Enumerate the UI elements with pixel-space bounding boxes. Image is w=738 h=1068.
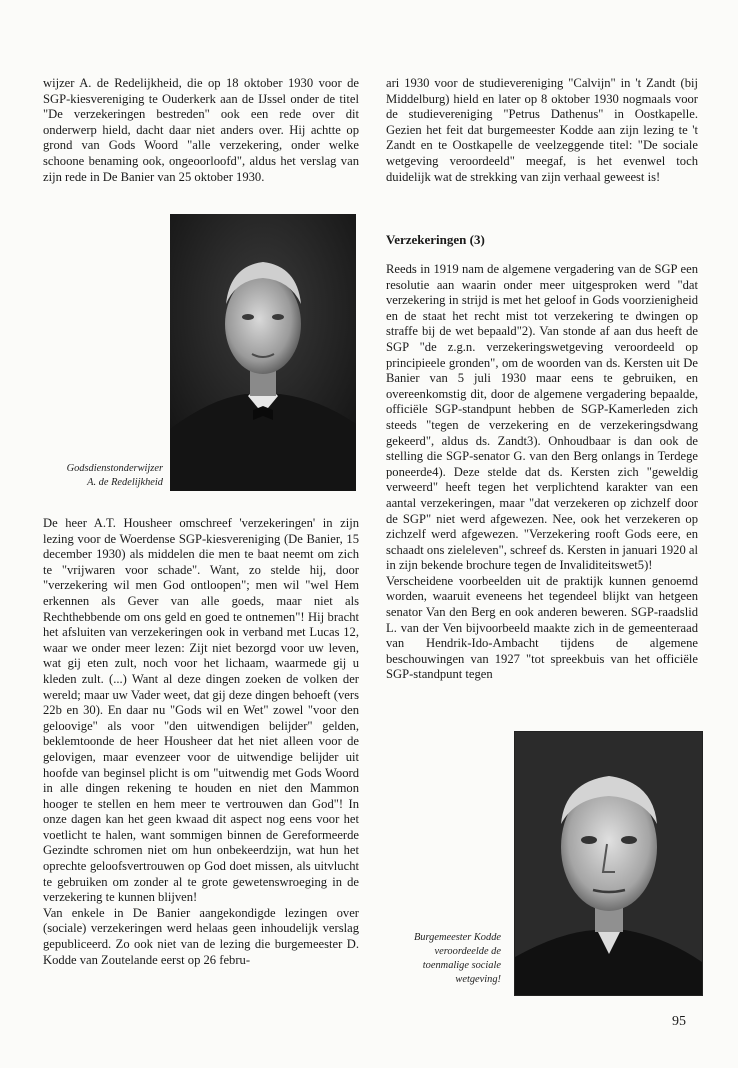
paragraph: ari 1930 voor de studievereniging "Calvijn" in 't Zandt (bij Middelburg) hield en later op 8 oktober 1930 nogmaals voor de studievereniging "Petrus Dathenus" in Oostkapelle. Gezien het feit dat burgemeester Kodde aan zijn lezing te 't Zandt en te Oostkapelle de veelzeggende titel: "De sociale wetgeving veroordeeld" meegaf, is het evenwel toch duidelijk wat de strekking van zijn verhaal geweest is! <box>386 76 698 184</box>
caption-line: toenmalige sociale <box>422 960 501 971</box>
right-column-top-text <box>386 76 698 185</box>
caption-line: Godsdienstonderwijzer <box>66 463 163 474</box>
left-column-top-text <box>43 76 359 185</box>
paragraph: Reeds in 1919 nam de algemene vergadering van de SGP een resolutie aan waarin onder meer uitgesproken werd "dat verzekering in strijd is met het geloof in Gods voorzienigheid en de staat het recht mist tot verzekering te dwingen op straffe bij de wet bepaald"2). Van stonde af aan dus heeft de SGP "de z.g.n. verzekeringswetgeving veroordeeld op principieele gronden", om de woorden van ds. Kersten uit De Banier van 5 juli 1930 maar eens te gebruiken, en overeenkomstig dit, door de algemene vergadering bepaalde, officiële SGP-standpunt hebben de SGP-Kamerleden zich steeds "tegen de verzekering en de verzekeringsdwang gekeerd", aldus ds. Zandt3). Onhoudbaar is dan ook de stelling die SGP-senator G. van den Berg onlangs in Terdege poneerde4). Deze stelde dat ds. Kersten zich "geweldig verweerd" heeft tegen het verplichtend karakter van een aantal verzekeringen, maar "dat verzekeren op zichzelf door de SGP" niet werd afgewezen. Nee, ook het verzekeren op zichzelf werd afgewezen. "Verzekering rooft Gods eere, en schaadt ons zieleleven", schreef ds. Kersten in januari 1920 al in zijn bekende brochure tegen de Invaliditeitswet5)! <box>386 262 698 573</box>
page-number: 95 <box>672 1014 686 1029</box>
portrait-photo-redelijkheid <box>170 214 356 491</box>
paragraph: Verscheidene voorbeelden uit de praktijk kunnen genoemd worden, waaruit eveneens het tegendeel blijkt van hetgeen senator Van den Berg en ook anderen beweren. SGP-raadslid L. van der Ven bijvoorbeeld maakte zich in de gemeenteraad van Hendrik-Ido-Ambacht tijdens de algemene beschouwingen van 1927 "tot spreekbuis van het officiële SGP-standpunt tegen <box>386 573 698 682</box>
left-column-bottom-text <box>43 516 359 968</box>
paragraph: Van enkele in De Banier aangekondigde lezingen over (sociale) verzekeringen werd helaas geen inhoudelijk verslag gepubliceerd. Zo ook niet van de lezing die burgemeester D. Kodde van Zoutelande eerst op 26 febru- <box>43 905 359 967</box>
caption-line: wetgeving! <box>455 974 501 985</box>
paragraph: De heer A.T. Housheer omschreef 'verzekeringen' in zijn lezing voor de Woerdense SGP-kiesvereniging (De Banier, 15 december 1930) als middelen die men te baat neemt om zich te "vrijwaren voor schade". Want, zo stelde hij, door "verzekering wil men God ontloopen"; men wil "wel Hem erkennen als Gever van alle goeds, maar niet als Rechthebbende om ons geld en goed te ontnemen"! Hij bracht het afsluiten van verzekeringen ook in verband met Lucas 12, waar we onder meer lezen: Zijt niet bezorgd voor uw leven, wat gij eten zult, noch voor het lichaam, waarmede gij u kleden zult. (...) Want al deze dingen zoeken de volken der wereld; maar uw Vader weet, dat gij deze dingen behoeft (vers 22b en 30). En daar nu "Gods wil en Wet" zowel "voor den geloovige" als voor "den uitwendigen belijder" gelden, beklemtoonde de heer Housheer dat het niet alleen voor de gelovigen, maar evenzeer voor de uitwendige belijder uit hoofde van beginsel plicht is om "uitwendig met Gods Woord in alle dingen rekening te houden en niet den Mammon hooger te stellen en hem meer te vertrouwen dan God"! In onze dagen kan het geen kwaad dit aspect nog eens voor het voetlicht te halen, want sommigen binnen de Gereformeerde Gezindte schromen niet om hun onbekeerdzijn, wat hun het oprechte geloofsvertrouwen op God doet missen, als uitvlucht te gebruiken om zonder al te grote gewetenswroeging in de verzekering te kunnen blijven! <box>43 516 359 905</box>
caption-line: Burgemeester Kodde <box>413 932 501 943</box>
right-column-body-text <box>386 262 698 683</box>
section-heading: Verzekeringen (3) <box>386 232 485 247</box>
caption-line: veroordeelde de <box>434 946 501 957</box>
paragraph: wijzer A. de Redelijkheid, die op 18 oktober 1930 voor de SGP-kiesvereniging te Ouderkerk aan de IJssel onder de titel "De verzekeringen bestreden" ook een rede over dit onderwerp hield, dacht daar niet anders over. Hij achtte op grond van Gods Woord "alle verzekering, onder welke schoone benaming ook, ongeoorloofd", aldus het verslag van zijn rede in De Banier van 25 oktober 1930. <box>43 76 359 184</box>
caption-line: A. de Redelijkheid <box>87 477 163 488</box>
portrait-illustration <box>515 732 702 995</box>
photo-caption-1 <box>43 462 163 490</box>
photo-caption-2 <box>386 931 501 987</box>
portrait-illustration <box>170 214 356 491</box>
portrait-photo-kodde <box>514 731 703 996</box>
